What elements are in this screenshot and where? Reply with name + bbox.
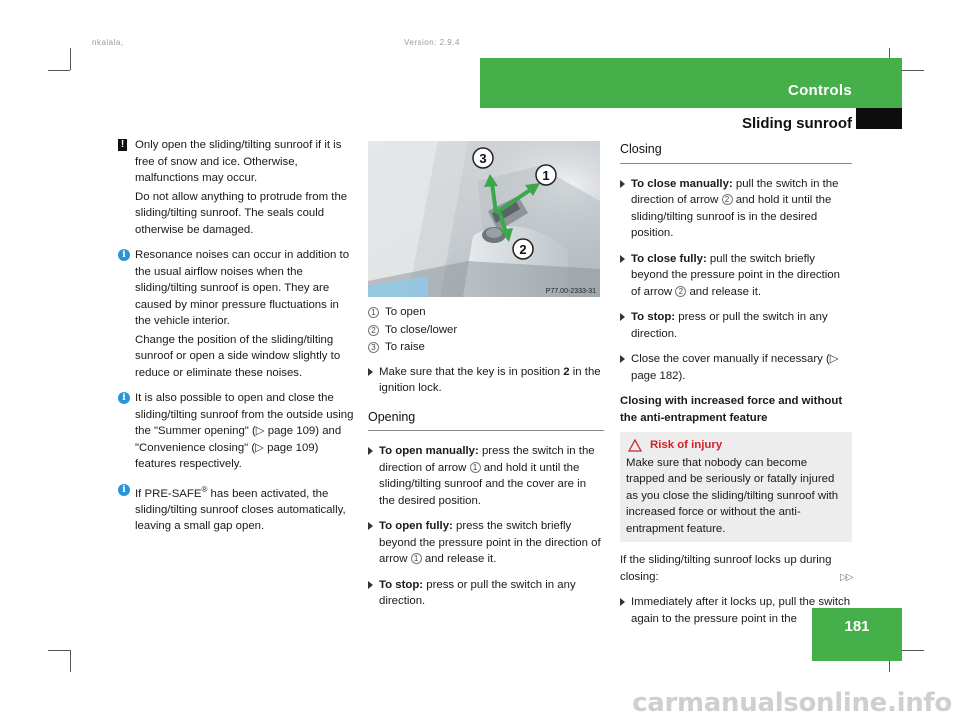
page-number-box [812,608,902,661]
info-note [118,482,354,535]
page-ref-icon: ▷ [829,353,839,365]
sunroof-switch-photo [368,141,600,297]
page-ref-icon: ▷ [255,441,268,454]
crop-mark [48,70,70,71]
svg-text:2: 2 [519,242,527,257]
step-arrow-icon [368,368,373,376]
page-number: 181 [844,618,870,635]
crop-mark [902,70,924,71]
locks-up-text: If the sliding/tilting sunroof locks up during closing: [620,554,832,583]
info-text: It is also possible to open and close the sliding/tilting sunroof from the outside using the "Summer opening" (▷ page 109) and "Convenience closing" (▷ page 109) features respectively. [135,392,354,470]
callout-3 [473,148,493,168]
crop-mark [48,650,70,651]
legend-item: 2 To close/lower [368,322,604,339]
close-fully-step: To close fully: pull the switch briefly beyond the pressure point in the direction of arrow 2 and release it. [620,251,852,301]
open-fully-step: To open fully: press the switch briefly beyond the pressure point in the direction of arrow 1 and release it. [368,518,604,568]
legend-item: 3 To raise [368,339,604,356]
close-manual-step: To close manually: pull the switch in the direction of arrow 2 and hold it until the sliding/tilting sunroof is in the desired position. [620,176,852,242]
increased-force-heading: Closing with increased force and without the anti-entrapment feature [620,395,843,424]
print-stamp-left: nkalala, [92,38,124,47]
warning-note [118,137,354,238]
info-note [118,247,354,381]
print-stamp-right: Version: 2.9.4 [404,38,460,47]
open-manual-step: To open manually: press the switch in the direction of arrow 1 and hold it until the sliding/tilting sunroof and the cover are in the desired position. [368,443,604,509]
chapter-tab [480,58,902,108]
key-step: Make sure that the key is in position 2 in the ignition lock. [368,364,604,397]
step-arrow-icon [368,581,373,589]
section-title: Sliding sunroof [742,115,852,132]
step-arrow-icon [620,355,625,363]
crop-mark [70,650,71,672]
chapter-title: Controls [787,82,852,99]
crop-mark [902,650,924,651]
info-icon: i [118,484,130,496]
info-text: Resonance noises can occur in addition to the usual airflow noises when the sliding/tilting sunroof is open. They are caused by minor pressure fluctuations in the vehicle interior. [135,249,350,327]
warning-text: Only open the sliding/tilting sunroof if it is free of snow and ice. Otherwise, malfunctions may occur. [135,139,342,184]
continued-arrows: ▷▷ [840,572,852,583]
stop-step: To stop: press or pull the switch in any direction. [620,309,852,342]
step-arrow-icon [620,255,625,263]
callout-legend [368,304,604,356]
photo-code: P77.00-2333-31 [545,288,596,295]
crop-mark [70,48,71,70]
watermark: carmanualsonline.info [632,688,952,718]
callout-2 [513,239,533,259]
column-opening [368,299,604,619]
callout-1 [536,165,556,185]
page-ref-icon: ▷ [255,425,268,437]
legend-item: 1 To open [368,304,604,321]
exclamation-icon: ! [118,139,127,151]
step-arrow-icon [620,180,625,188]
page-ref-link[interactable]: page 109 [267,441,315,454]
column-notes [118,137,354,535]
info-note [118,390,354,473]
page-ref-link[interactable]: page 182 [631,369,679,382]
info-icon: i [118,392,130,404]
step-arrow-icon [368,447,373,455]
stop-step: To stop: press or pull the switch in any direction. [368,577,604,610]
warning-body: Make sure that nobody can become trapped and be seriously or fatally injured as you close the sliding/tilting sunroof with increased force or without the anti-entrapment feature. [626,456,839,535]
opening-heading: Opening [368,409,604,432]
section-marker [856,108,902,129]
step-arrow-icon [368,522,373,530]
step-arrow-icon [620,313,625,321]
warning-title: Risk of injury [626,437,846,454]
info-text-cont: Change the position of the sliding/tilting sunroof or open a side window slightly to reduce or eliminate these noises. [135,333,341,379]
warning-text-cont: Do not allow anything to protrude from the sliding/tilting sunroof. The seals could otherwise be damaged. [135,190,348,236]
cover-step: Close the cover manually if necessary (▷ page 182). [620,351,852,384]
svg-text:1: 1 [542,168,550,183]
step-arrow-icon [620,598,625,606]
risk-of-injury-box [620,432,852,542]
page-ref-link[interactable]: page 109 [267,425,316,437]
column-closing [620,141,852,636]
immediately-step: Immediately after it locks up, pull the switch again to the pressure point in the [620,594,852,627]
warning-triangle-icon [628,439,642,452]
info-text: If PRE-SAFE® has been activated, the sliding/tilting sunroof closes automatically, leaving a small gap open. [135,484,346,533]
info-icon: i [118,249,130,261]
svg-text:3: 3 [479,151,487,166]
closing-heading: Closing [620,141,852,164]
